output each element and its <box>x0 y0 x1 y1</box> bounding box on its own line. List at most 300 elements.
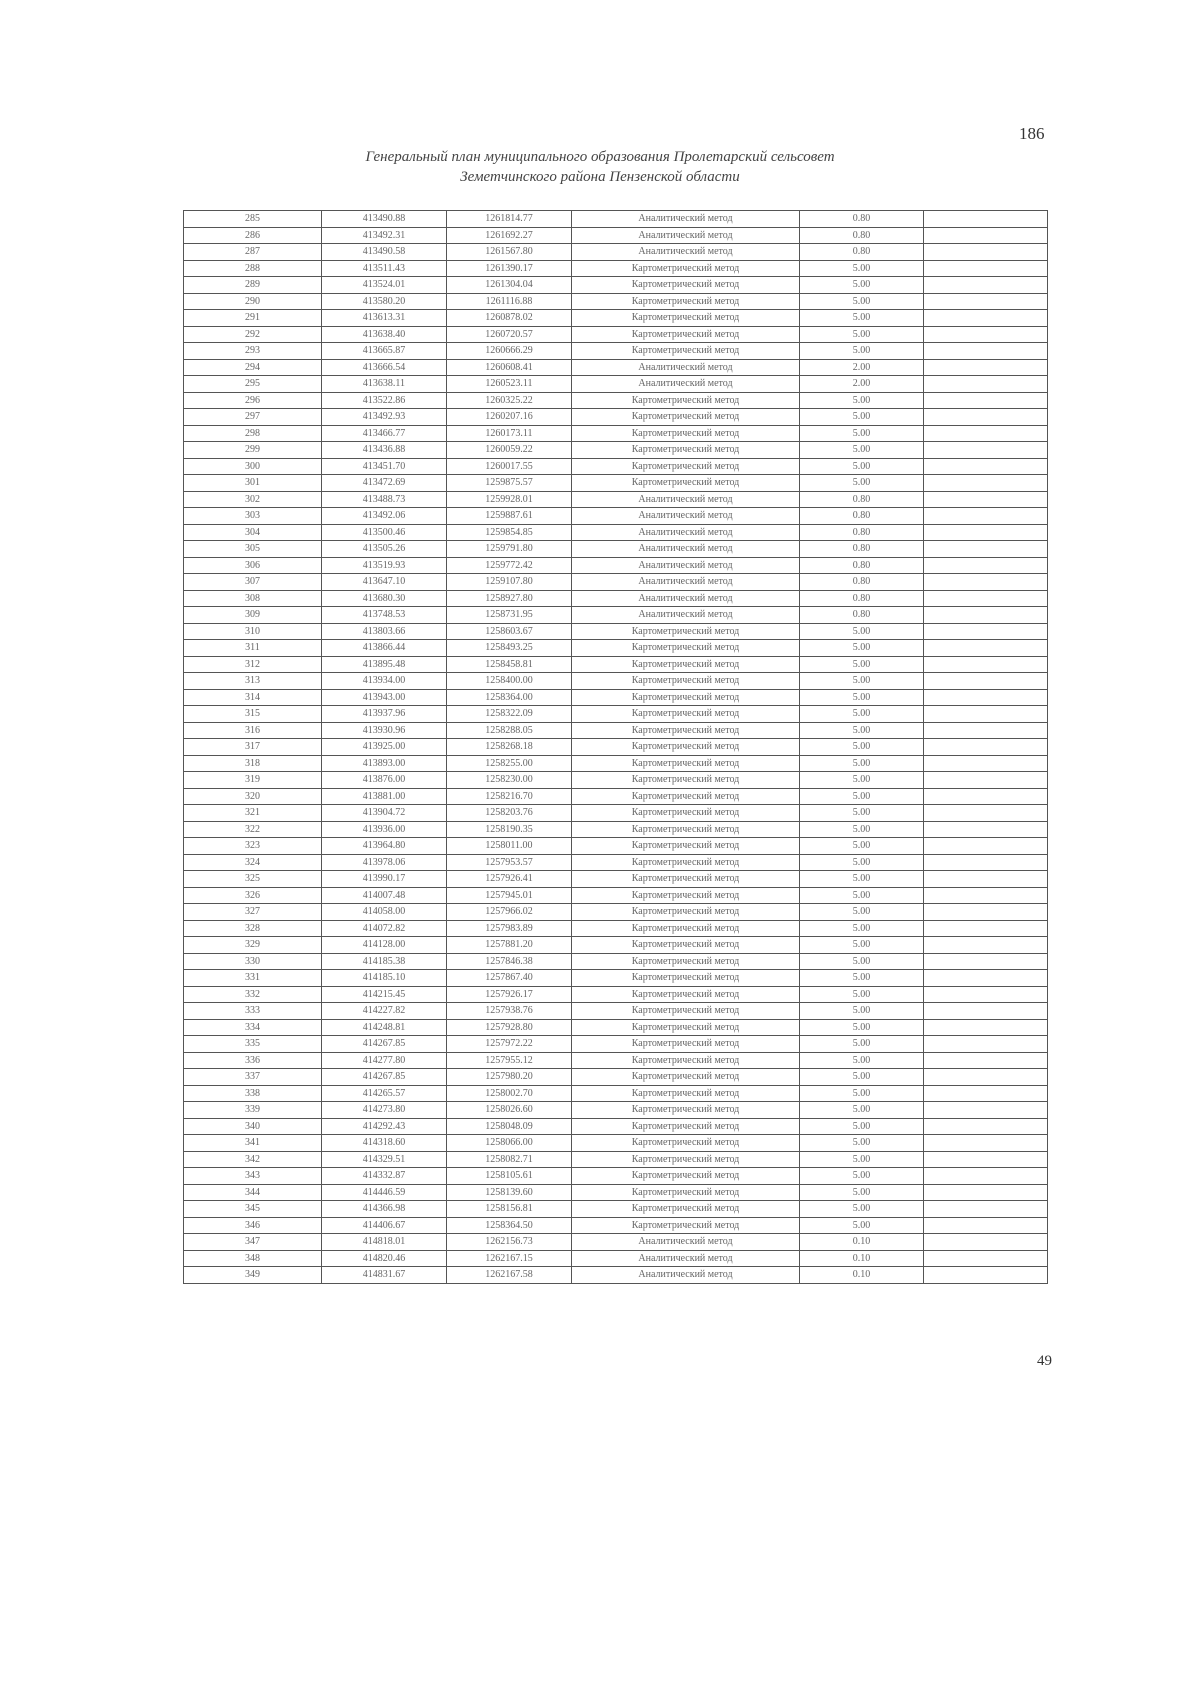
table-row <box>184 310 1048 327</box>
cell-y-coordinate: 1260523.11 <box>447 376 572 393</box>
table-row <box>184 1003 1048 1020</box>
coordinates-table <box>183 210 1048 1284</box>
cell-y-coordinate: 1261390.17 <box>447 260 572 277</box>
cell-accuracy: 5.00 <box>800 937 924 954</box>
cell-y-coordinate: 1260017.55 <box>447 458 572 475</box>
cell-point-number: 320 <box>184 788 322 805</box>
table-row <box>184 326 1048 343</box>
cell-accuracy: 0.80 <box>800 607 924 624</box>
cell-accuracy: 5.00 <box>800 425 924 442</box>
cell-point-number: 341 <box>184 1135 322 1152</box>
cell-method: Картометрический метод <box>572 706 800 723</box>
cell-note <box>924 920 1048 937</box>
cell-note <box>924 541 1048 558</box>
cell-x-coordinate: 413936.00 <box>322 821 447 838</box>
cell-accuracy: 5.00 <box>800 277 924 294</box>
cell-accuracy: 5.00 <box>800 623 924 640</box>
cell-note <box>924 1069 1048 1086</box>
cell-method: Картометрический метод <box>572 260 800 277</box>
cell-accuracy: 5.00 <box>800 887 924 904</box>
cell-x-coordinate: 414267.85 <box>322 1036 447 1053</box>
cell-method: Картометрический метод <box>572 277 800 294</box>
cell-accuracy: 5.00 <box>800 772 924 789</box>
cell-y-coordinate: 1260720.57 <box>447 326 572 343</box>
cell-note <box>924 326 1048 343</box>
cell-accuracy: 5.00 <box>800 326 924 343</box>
document-title <box>200 147 1000 187</box>
cell-method: Картометрический метод <box>572 1036 800 1053</box>
cell-accuracy: 5.00 <box>800 953 924 970</box>
cell-x-coordinate: 414366.98 <box>322 1201 447 1218</box>
cell-method: Картометрический метод <box>572 343 800 360</box>
cell-accuracy: 0.80 <box>800 590 924 607</box>
cell-method: Картометрический метод <box>572 442 800 459</box>
cell-method: Аналитический метод <box>572 211 800 228</box>
table-row <box>184 805 1048 822</box>
cell-note <box>924 574 1048 591</box>
table-row <box>184 227 1048 244</box>
cell-note <box>924 1052 1048 1069</box>
cell-x-coordinate: 414072.82 <box>322 920 447 937</box>
cell-point-number: 296 <box>184 392 322 409</box>
cell-accuracy: 5.00 <box>800 260 924 277</box>
cell-method: Аналитический метод <box>572 227 800 244</box>
cell-method: Картометрический метод <box>572 1069 800 1086</box>
cell-accuracy: 5.00 <box>800 310 924 327</box>
cell-note <box>924 508 1048 525</box>
cell-point-number: 306 <box>184 557 322 574</box>
cell-method: Картометрический метод <box>572 425 800 442</box>
table-row <box>184 904 1048 921</box>
cell-accuracy: 5.00 <box>800 1069 924 1086</box>
cell-y-coordinate: 1261692.27 <box>447 227 572 244</box>
table-row <box>184 1069 1048 1086</box>
cell-method: Картометрический метод <box>572 1151 800 1168</box>
cell-x-coordinate: 413638.40 <box>322 326 447 343</box>
cell-y-coordinate: 1262167.15 <box>447 1250 572 1267</box>
cell-accuracy: 0.80 <box>800 244 924 261</box>
cell-note <box>924 458 1048 475</box>
cell-method: Картометрический метод <box>572 1052 800 1069</box>
cell-note <box>924 656 1048 673</box>
cell-x-coordinate: 413934.00 <box>322 673 447 690</box>
cell-accuracy: 5.00 <box>800 640 924 657</box>
cell-method: Картометрический метод <box>572 755 800 772</box>
cell-y-coordinate: 1257945.01 <box>447 887 572 904</box>
table-row <box>184 442 1048 459</box>
table-row <box>184 838 1048 855</box>
cell-accuracy: 5.00 <box>800 788 924 805</box>
cell-note <box>924 871 1048 888</box>
cell-accuracy: 5.00 <box>800 1118 924 1135</box>
cell-method: Картометрический метод <box>572 788 800 805</box>
table-row <box>184 1019 1048 1036</box>
cell-accuracy: 5.00 <box>800 722 924 739</box>
cell-x-coordinate: 414215.45 <box>322 986 447 1003</box>
cell-accuracy: 5.00 <box>800 871 924 888</box>
cell-accuracy: 5.00 <box>800 838 924 855</box>
cell-accuracy: 5.00 <box>800 392 924 409</box>
cell-point-number: 331 <box>184 970 322 987</box>
cell-point-number: 298 <box>184 425 322 442</box>
cell-note <box>924 739 1048 756</box>
cell-x-coordinate: 414058.00 <box>322 904 447 921</box>
cell-accuracy: 5.00 <box>800 986 924 1003</box>
table-row <box>184 722 1048 739</box>
cell-y-coordinate: 1258190.35 <box>447 821 572 838</box>
table-row <box>184 1036 1048 1053</box>
cell-accuracy: 5.00 <box>800 458 924 475</box>
cell-point-number: 312 <box>184 656 322 673</box>
cell-x-coordinate: 413472.69 <box>322 475 447 492</box>
cell-x-coordinate: 414406.67 <box>322 1217 447 1234</box>
table-row <box>184 293 1048 310</box>
cell-method: Аналитический метод <box>572 1267 800 1284</box>
cell-point-number: 297 <box>184 409 322 426</box>
table-row <box>184 854 1048 871</box>
cell-x-coordinate: 414227.82 <box>322 1003 447 1020</box>
cell-x-coordinate: 413866.44 <box>322 640 447 657</box>
table-row <box>184 524 1048 541</box>
table-row <box>184 277 1048 294</box>
cell-point-number: 305 <box>184 541 322 558</box>
cell-x-coordinate: 413436.88 <box>322 442 447 459</box>
table-row <box>184 937 1048 954</box>
cell-note <box>924 755 1048 772</box>
cell-x-coordinate: 414318.60 <box>322 1135 447 1152</box>
table-row <box>184 211 1048 228</box>
cell-point-number: 338 <box>184 1085 322 1102</box>
cell-y-coordinate: 1257983.89 <box>447 920 572 937</box>
cell-y-coordinate: 1261304.04 <box>447 277 572 294</box>
cell-y-coordinate: 1260878.02 <box>447 310 572 327</box>
cell-point-number: 318 <box>184 755 322 772</box>
table-row <box>184 1217 1048 1234</box>
cell-method: Картометрический метод <box>572 656 800 673</box>
cell-x-coordinate: 413665.87 <box>322 343 447 360</box>
table-row <box>184 1234 1048 1251</box>
cell-note <box>924 211 1048 228</box>
cell-point-number: 302 <box>184 491 322 508</box>
cell-method: Картометрический метод <box>572 1201 800 1218</box>
cell-x-coordinate: 413522.86 <box>322 392 447 409</box>
cell-point-number: 339 <box>184 1102 322 1119</box>
cell-accuracy: 5.00 <box>800 1135 924 1152</box>
cell-x-coordinate: 413451.70 <box>322 458 447 475</box>
cell-accuracy: 0.80 <box>800 227 924 244</box>
cell-x-coordinate: 413943.00 <box>322 689 447 706</box>
cell-point-number: 344 <box>184 1184 322 1201</box>
cell-y-coordinate: 1258493.25 <box>447 640 572 657</box>
cell-y-coordinate: 1259791.80 <box>447 541 572 558</box>
cell-x-coordinate: 413904.72 <box>322 805 447 822</box>
cell-y-coordinate: 1258026.60 <box>447 1102 572 1119</box>
cell-accuracy: 5.00 <box>800 475 924 492</box>
cell-accuracy: 5.00 <box>800 442 924 459</box>
cell-method: Картометрический метод <box>572 854 800 871</box>
table-row <box>184 755 1048 772</box>
cell-note <box>924 293 1048 310</box>
cell-point-number: 342 <box>184 1151 322 1168</box>
cell-y-coordinate: 1260608.41 <box>447 359 572 376</box>
cell-method: Картометрический метод <box>572 970 800 987</box>
cell-method: Картометрический метод <box>572 409 800 426</box>
cell-note <box>924 1250 1048 1267</box>
cell-accuracy: 5.00 <box>800 1052 924 1069</box>
cell-accuracy: 5.00 <box>800 854 924 871</box>
cell-x-coordinate: 413638.11 <box>322 376 447 393</box>
cell-point-number: 311 <box>184 640 322 657</box>
cell-point-number: 295 <box>184 376 322 393</box>
cell-x-coordinate: 414332.87 <box>322 1168 447 1185</box>
cell-x-coordinate: 413505.26 <box>322 541 447 558</box>
cell-y-coordinate: 1259928.01 <box>447 491 572 508</box>
cell-note <box>924 1201 1048 1218</box>
cell-point-number: 287 <box>184 244 322 261</box>
cell-note <box>924 1118 1048 1135</box>
page-number: 49 <box>1037 1353 1052 1369</box>
cell-y-coordinate: 1258400.00 <box>447 673 572 690</box>
cell-method: Картометрический метод <box>572 821 800 838</box>
cell-note <box>924 854 1048 871</box>
cell-note <box>924 310 1048 327</box>
cell-y-coordinate: 1258288.05 <box>447 722 572 739</box>
cell-y-coordinate: 1258105.61 <box>447 1168 572 1185</box>
cell-y-coordinate: 1258268.18 <box>447 739 572 756</box>
cell-x-coordinate: 414248.81 <box>322 1019 447 1036</box>
cell-point-number: 291 <box>184 310 322 327</box>
cell-point-number: 334 <box>184 1019 322 1036</box>
cell-method: Картометрический метод <box>572 887 800 904</box>
cell-point-number: 345 <box>184 1201 322 1218</box>
cell-note <box>924 1234 1048 1251</box>
table-row <box>184 1052 1048 1069</box>
cell-y-coordinate: 1258255.00 <box>447 755 572 772</box>
cell-y-coordinate: 1258156.81 <box>447 1201 572 1218</box>
cell-point-number: 313 <box>184 673 322 690</box>
cell-note <box>924 1003 1048 1020</box>
cell-y-coordinate: 1261116.88 <box>447 293 572 310</box>
cell-point-number: 346 <box>184 1217 322 1234</box>
cell-note <box>924 1184 1048 1201</box>
cell-note <box>924 706 1048 723</box>
cell-accuracy: 0.10 <box>800 1267 924 1284</box>
cell-method: Картометрический метод <box>572 986 800 1003</box>
table-row <box>184 425 1048 442</box>
cell-note <box>924 986 1048 1003</box>
cell-accuracy: 5.00 <box>800 293 924 310</box>
table-row <box>184 1184 1048 1201</box>
cell-note <box>924 970 1048 987</box>
table-row <box>184 920 1048 937</box>
cell-method: Картометрический метод <box>572 1168 800 1185</box>
cell-x-coordinate: 414007.48 <box>322 887 447 904</box>
cell-note <box>924 937 1048 954</box>
table-row <box>184 1102 1048 1119</box>
cell-point-number: 322 <box>184 821 322 838</box>
cell-method: Аналитический метод <box>572 359 800 376</box>
table-row <box>184 1135 1048 1152</box>
table-row <box>184 739 1048 756</box>
cell-note <box>924 590 1048 607</box>
table-row <box>184 1267 1048 1284</box>
cell-method: Картометрический метод <box>572 1019 800 1036</box>
cell-y-coordinate: 1260173.11 <box>447 425 572 442</box>
cell-point-number: 307 <box>184 574 322 591</box>
cell-accuracy: 5.00 <box>800 1151 924 1168</box>
cell-y-coordinate: 1258364.00 <box>447 689 572 706</box>
cell-y-coordinate: 1260059.22 <box>447 442 572 459</box>
table-row <box>184 1085 1048 1102</box>
cell-point-number: 292 <box>184 326 322 343</box>
cell-method: Картометрический метод <box>572 1217 800 1234</box>
table-row <box>184 673 1048 690</box>
cell-accuracy: 5.00 <box>800 821 924 838</box>
cell-accuracy: 5.00 <box>800 970 924 987</box>
cell-y-coordinate: 1259772.42 <box>447 557 572 574</box>
cell-y-coordinate: 1258139.60 <box>447 1184 572 1201</box>
cell-point-number: 327 <box>184 904 322 921</box>
cell-point-number: 347 <box>184 1234 322 1251</box>
cell-y-coordinate: 1259887.61 <box>447 508 572 525</box>
cell-note <box>924 821 1048 838</box>
cell-point-number: 301 <box>184 475 322 492</box>
cell-x-coordinate: 414185.38 <box>322 953 447 970</box>
table-row <box>184 409 1048 426</box>
cell-accuracy: 0.80 <box>800 574 924 591</box>
cell-y-coordinate: 1257938.76 <box>447 1003 572 1020</box>
cell-method: Аналитический метод <box>572 244 800 261</box>
cell-note <box>924 1102 1048 1119</box>
cell-y-coordinate: 1262156.73 <box>447 1234 572 1251</box>
table-row <box>184 376 1048 393</box>
cell-note <box>924 887 1048 904</box>
cell-point-number: 310 <box>184 623 322 640</box>
cell-x-coordinate: 413488.73 <box>322 491 447 508</box>
cell-x-coordinate: 413580.20 <box>322 293 447 310</box>
table-row <box>184 970 1048 987</box>
cell-note <box>924 1135 1048 1152</box>
cell-point-number: 315 <box>184 706 322 723</box>
cell-x-coordinate: 413978.06 <box>322 854 447 871</box>
cell-method: Картометрический метод <box>572 1085 800 1102</box>
cell-accuracy: 0.80 <box>800 211 924 228</box>
cell-note <box>924 359 1048 376</box>
cell-note <box>924 409 1048 426</box>
table-row <box>184 623 1048 640</box>
cell-note <box>924 557 1048 574</box>
cell-method: Картометрический метод <box>572 739 800 756</box>
title-line-2: Земетчинского района Пензенской области <box>460 169 740 185</box>
cell-x-coordinate: 413666.54 <box>322 359 447 376</box>
cell-y-coordinate: 1258603.67 <box>447 623 572 640</box>
cell-note <box>924 1217 1048 1234</box>
cell-point-number: 317 <box>184 739 322 756</box>
cell-y-coordinate: 1259107.80 <box>447 574 572 591</box>
cell-accuracy: 5.00 <box>800 673 924 690</box>
cell-y-coordinate: 1257867.40 <box>447 970 572 987</box>
cell-method: Аналитический метод <box>572 376 800 393</box>
cell-accuracy: 5.00 <box>800 805 924 822</box>
cell-x-coordinate: 413876.00 <box>322 772 447 789</box>
cell-note <box>924 277 1048 294</box>
cell-y-coordinate: 1260666.29 <box>447 343 572 360</box>
cell-method: Картометрический метод <box>572 640 800 657</box>
cell-method: Картометрический метод <box>572 293 800 310</box>
cell-x-coordinate: 414329.51 <box>322 1151 447 1168</box>
table-row <box>184 590 1048 607</box>
cell-x-coordinate: 413511.43 <box>322 260 447 277</box>
cell-x-coordinate: 413930.96 <box>322 722 447 739</box>
cell-note <box>924 689 1048 706</box>
cell-y-coordinate: 1257980.20 <box>447 1069 572 1086</box>
cell-note <box>924 1036 1048 1053</box>
table-row <box>184 260 1048 277</box>
cell-point-number: 332 <box>184 986 322 1003</box>
cell-y-coordinate: 1258066.00 <box>447 1135 572 1152</box>
cell-x-coordinate: 414820.46 <box>322 1250 447 1267</box>
cell-point-number: 319 <box>184 772 322 789</box>
cell-accuracy: 5.00 <box>800 755 924 772</box>
cell-accuracy: 5.00 <box>800 1019 924 1036</box>
cell-note <box>924 244 1048 261</box>
cell-y-coordinate: 1258082.71 <box>447 1151 572 1168</box>
cell-method: Аналитический метод <box>572 508 800 525</box>
cell-method: Картометрический метод <box>572 920 800 937</box>
cell-accuracy: 5.00 <box>800 1201 924 1218</box>
cell-accuracy: 5.00 <box>800 1085 924 1102</box>
cell-note <box>924 1151 1048 1168</box>
cell-x-coordinate: 414267.85 <box>322 1069 447 1086</box>
cell-point-number: 336 <box>184 1052 322 1069</box>
table-row <box>184 953 1048 970</box>
table-row <box>184 343 1048 360</box>
cell-point-number: 335 <box>184 1036 322 1053</box>
table-row <box>184 706 1048 723</box>
cell-accuracy: 0.80 <box>800 557 924 574</box>
cell-method: Аналитический метод <box>572 491 800 508</box>
cell-x-coordinate: 413492.93 <box>322 409 447 426</box>
cell-note <box>924 392 1048 409</box>
cell-x-coordinate: 413937.96 <box>322 706 447 723</box>
table-row <box>184 392 1048 409</box>
cell-y-coordinate: 1261814.77 <box>447 211 572 228</box>
cell-y-coordinate: 1257972.22 <box>447 1036 572 1053</box>
cell-x-coordinate: 414818.01 <box>322 1234 447 1251</box>
cell-y-coordinate: 1257928.80 <box>447 1019 572 1036</box>
table-row <box>184 574 1048 591</box>
cell-accuracy: 5.00 <box>800 1184 924 1201</box>
cell-method: Аналитический метод <box>572 524 800 541</box>
cell-y-coordinate: 1257955.12 <box>447 1052 572 1069</box>
cell-x-coordinate: 414185.10 <box>322 970 447 987</box>
cell-x-coordinate: 413613.31 <box>322 310 447 327</box>
cell-method: Аналитический метод <box>572 1234 800 1251</box>
cell-note <box>924 442 1048 459</box>
cell-accuracy: 5.00 <box>800 1003 924 1020</box>
cell-note <box>924 475 1048 492</box>
sheet-number: 186 <box>1019 124 1045 143</box>
coordinates-table-body <box>184 211 1048 1284</box>
cell-accuracy: 5.00 <box>800 656 924 673</box>
cell-y-coordinate: 1257881.20 <box>447 937 572 954</box>
cell-x-coordinate: 413466.77 <box>322 425 447 442</box>
cell-x-coordinate: 413492.06 <box>322 508 447 525</box>
cell-y-coordinate: 1258002.70 <box>447 1085 572 1102</box>
table-row <box>184 244 1048 261</box>
cell-y-coordinate: 1262167.58 <box>447 1267 572 1284</box>
cell-note <box>924 838 1048 855</box>
